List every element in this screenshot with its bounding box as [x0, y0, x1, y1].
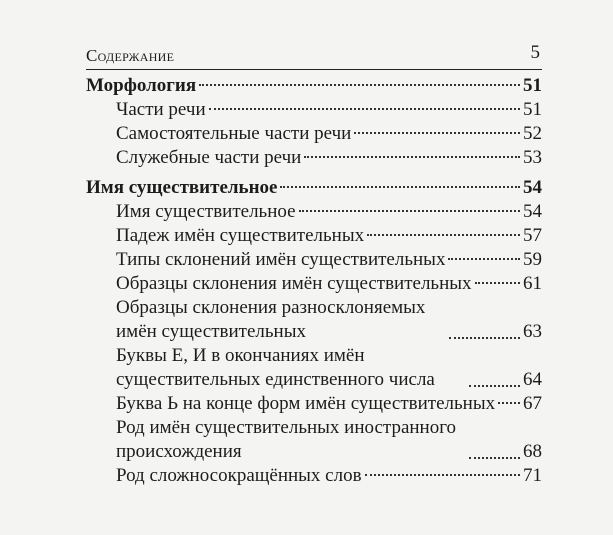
dot-leader [304, 156, 520, 158]
toc-entry-page: 54 [523, 201, 542, 222]
dot-leader [299, 210, 520, 212]
toc-entry-title: Образцы склонения имён существительных [116, 273, 472, 294]
toc-entry-title: Род сложносокращённых слов [116, 465, 362, 486]
toc-entry-title: Род имён существительных иностранного происхождения [116, 417, 457, 462]
toc-entry-title: Типы склонений имён существительных [116, 249, 446, 270]
header-title: Содержание [86, 46, 175, 65]
toc-entry-page: 51 [523, 99, 542, 120]
table-of-contents [86, 74, 542, 488]
page-number: 5 [530, 42, 540, 63]
toc-entry-title: Морфология [86, 75, 197, 96]
toc-entry-title: Образцы склонения разносклоняемых имён существительных [116, 297, 426, 342]
toc-entry-title: Служебные части речи [116, 147, 302, 168]
toc-entry-page: 59 [523, 249, 542, 270]
dot-leader [448, 258, 520, 260]
page-header [86, 41, 542, 70]
toc-entry-page: 68 [523, 441, 542, 462]
toc-entry[interactable] [86, 200, 542, 224]
toc-entry-title: Буквы Е, И в окончаниях имён существительных единственного числа [116, 345, 435, 390]
toc-entry[interactable] [86, 296, 542, 344]
toc-entry-title: Части речи [116, 99, 206, 120]
toc-entry[interactable] [86, 464, 542, 488]
toc-entry[interactable] [86, 392, 542, 416]
toc-entry-page: 51 [523, 75, 542, 96]
toc-entry[interactable] [86, 224, 542, 248]
dot-leader [449, 337, 520, 339]
toc-section-morphology[interactable] [86, 74, 542, 98]
toc-section-noun[interactable] [86, 176, 542, 200]
toc-entry[interactable] [86, 122, 542, 146]
toc-entry-page: 53 [523, 147, 542, 168]
dot-leader [475, 282, 520, 284]
toc-entry[interactable] [86, 416, 542, 464]
toc-entry[interactable] [86, 248, 542, 272]
dot-leader [199, 84, 520, 86]
toc-entry[interactable] [86, 344, 542, 392]
toc-entry-title: Имя существительное [86, 177, 278, 198]
dot-leader [365, 474, 520, 476]
toc-entry[interactable] [86, 272, 542, 296]
dot-leader [469, 385, 520, 387]
toc-entry-title: Падеж имён существительных [116, 225, 365, 246]
toc-entry-page: 54 [523, 177, 542, 198]
toc-entry-page: 67 [523, 393, 542, 414]
toc-entry[interactable] [86, 146, 542, 170]
toc-entry-title: Буква Ь на конце форм имён существительных [116, 393, 496, 414]
dot-leader [367, 234, 520, 236]
toc-entry-page: 63 [523, 321, 542, 342]
dot-leader [498, 402, 520, 404]
toc-entry-title: Имя существительное [116, 201, 296, 222]
dot-leader [469, 457, 520, 459]
toc-entry-title: Самостоятельные части речи [116, 123, 352, 144]
toc-entry-page: 64 [523, 369, 542, 390]
dot-leader [209, 108, 520, 110]
dot-leader [280, 186, 520, 188]
dot-leader [354, 132, 520, 134]
toc-entry-page: 71 [523, 465, 542, 486]
toc-entry[interactable] [86, 98, 542, 122]
toc-entry-page: 57 [523, 225, 542, 246]
toc-entry-page: 52 [523, 123, 542, 144]
toc-entry-page: 61 [523, 273, 542, 294]
